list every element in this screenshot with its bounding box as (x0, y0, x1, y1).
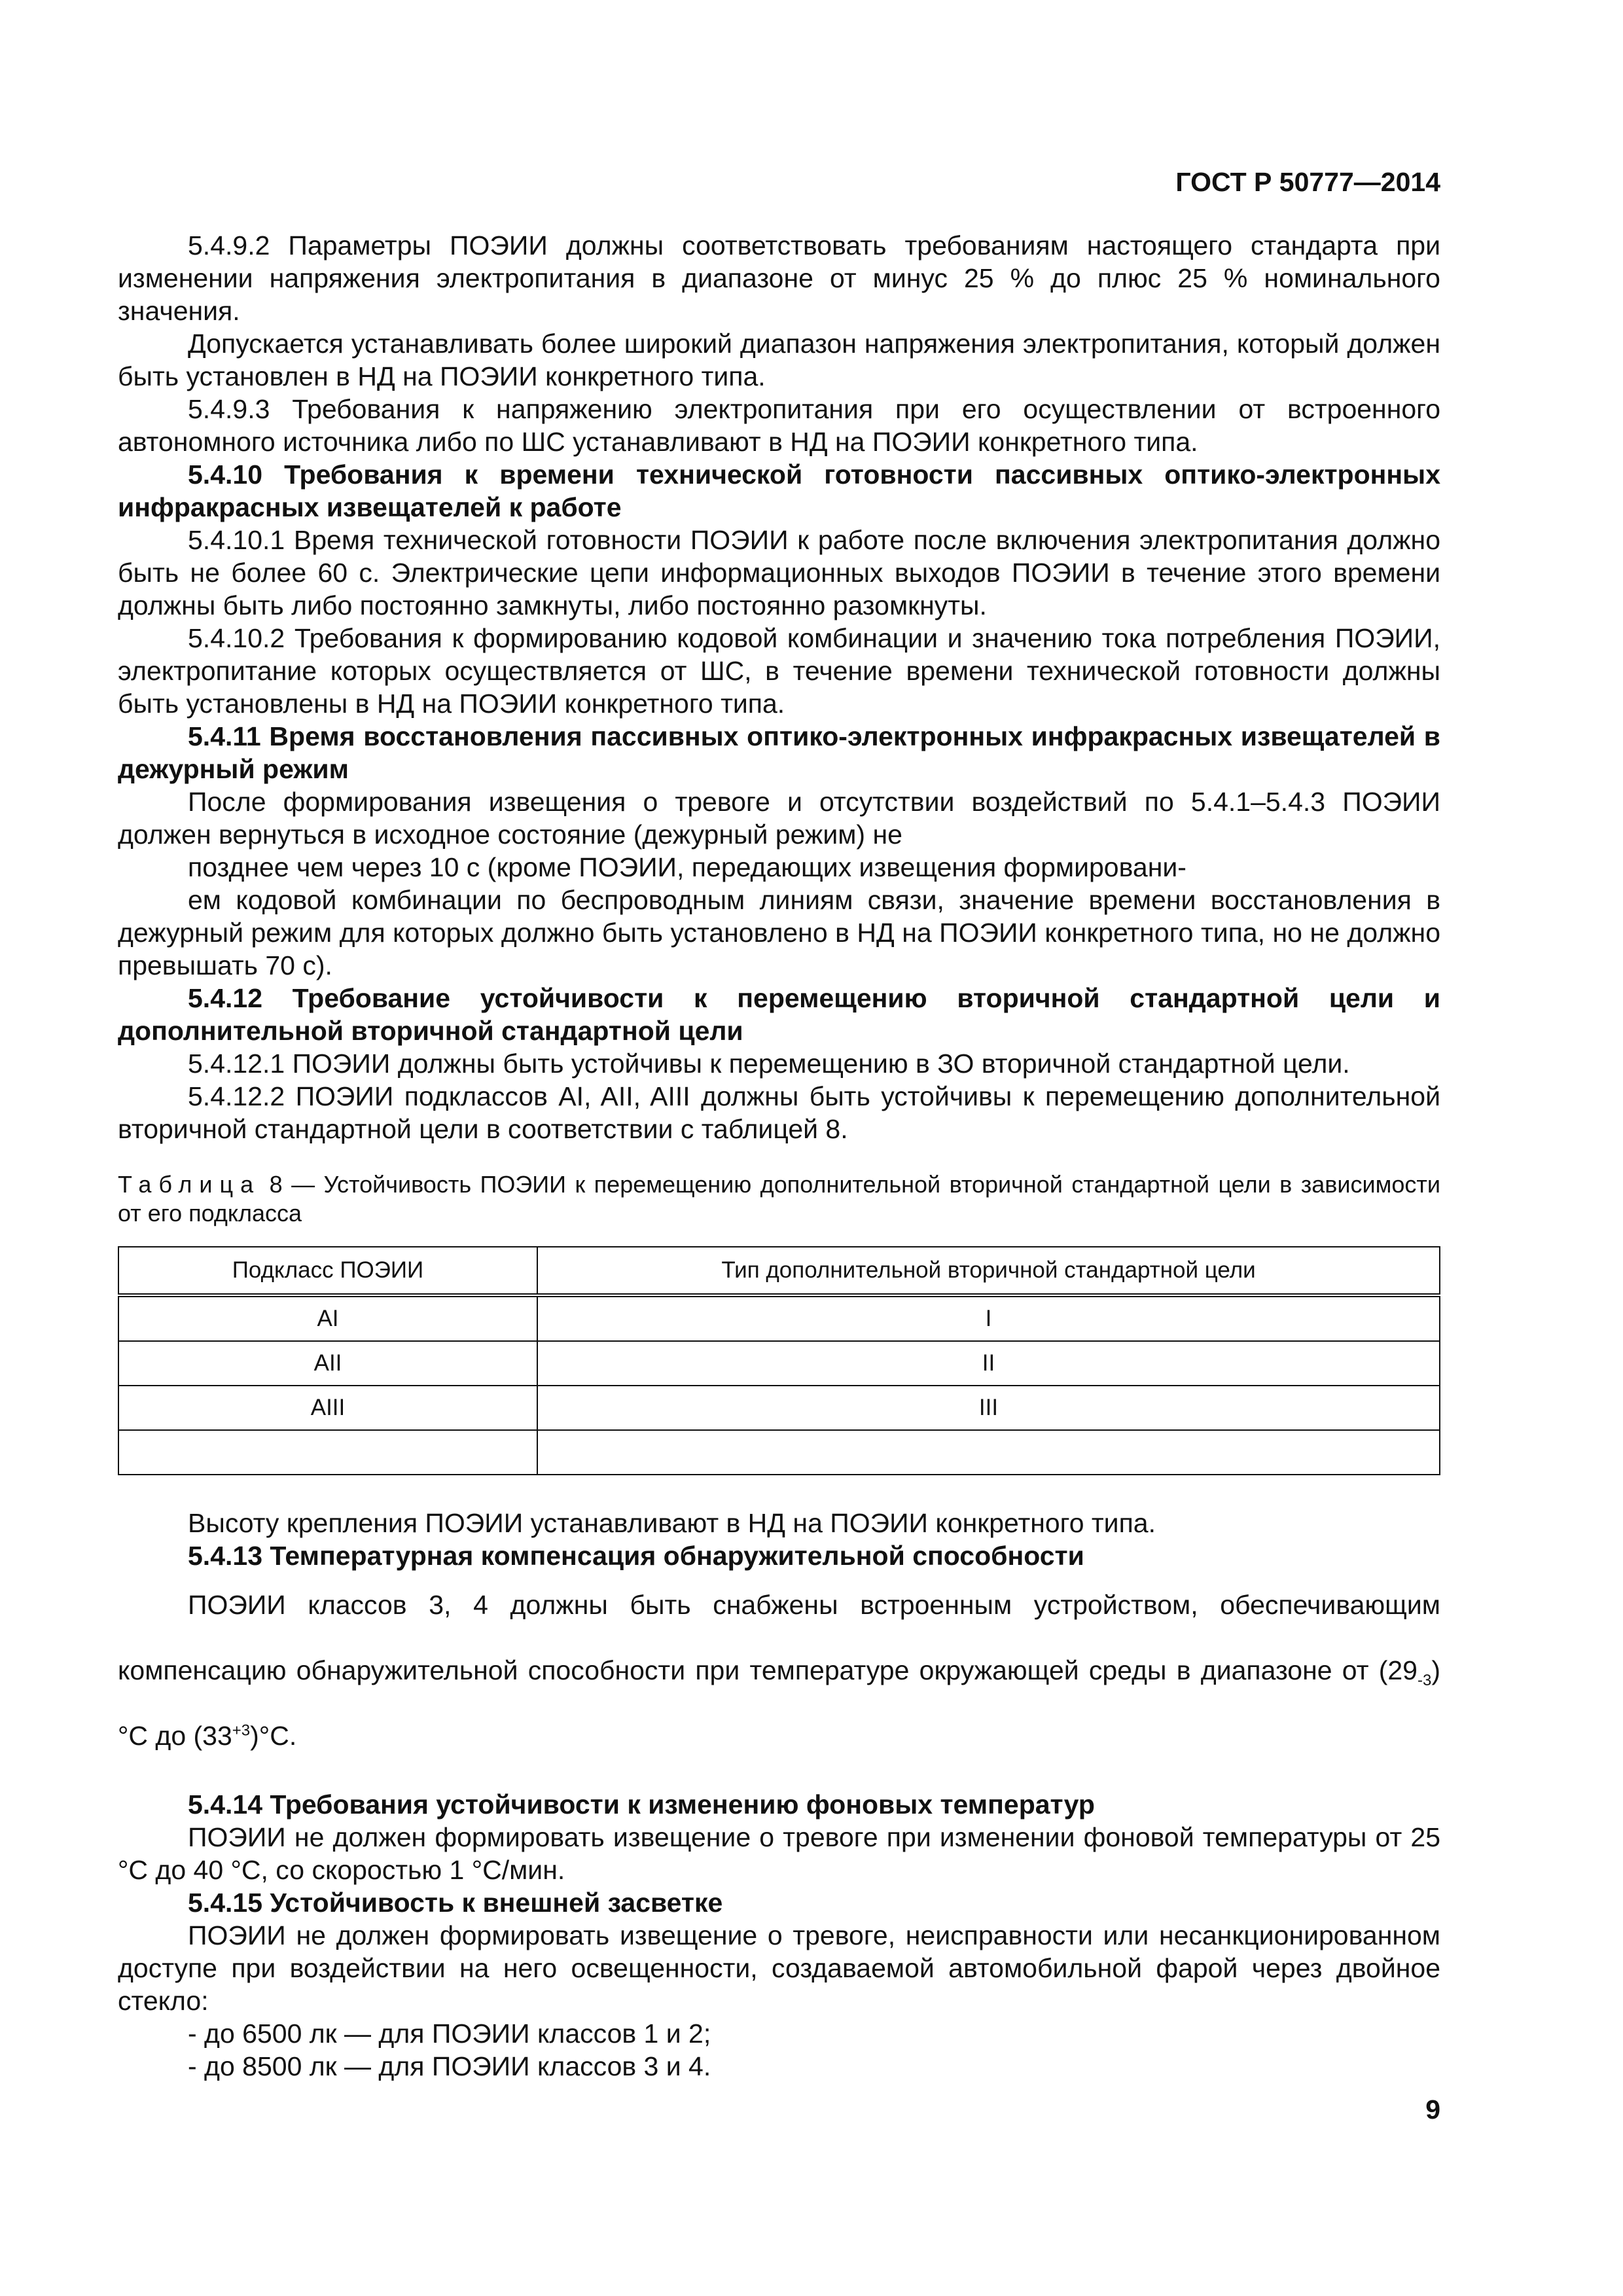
table-cell: AII (118, 1341, 537, 1386)
table-row (118, 1341, 1440, 1386)
table-header-cell: Подкласс ПОЭИИ (118, 1247, 537, 1295)
table-cell (537, 1430, 1440, 1475)
table-8 (118, 1246, 1440, 1475)
paragraph: ПОЭИИ не должен формировать извещение о тревоге при изменении фоновой температуры от 25 °С до 40 °С, со скоростью 1 °С/мин. (118, 1822, 1440, 1885)
subscript: -3 (1418, 1672, 1432, 1690)
table-header-cell: Тип дополнительной вторичной стандартной цели (537, 1247, 1440, 1295)
paragraph: Допускается устанавливать более широкий диапазон напряжения электропитания, который должен быть установлен в НД на ПОЭИИ конкретного типа. (118, 329, 1440, 391)
section-heading: 5.4.12 Требование устойчивости к перемещению вторичной стандартной цели и дополнительной вторичной стандартной цели (118, 983, 1440, 1046)
section-heading: 5.4.15 Устойчивость к внешней засветке (188, 1888, 723, 1918)
paragraph: ПОЭИИ не должен формировать извещение о тревоге, неисправности или несанкционированном доступе при воздействии на него освещенности, создаваемой автомобильной фарой через двойное стекло: (118, 1920, 1440, 2016)
table-header-row (118, 1247, 1440, 1295)
list-item: - до 6500 лк — для ПОЭИИ классов 1 и 2; (188, 2018, 711, 2049)
table-caption-text: — Устойчивость ПОЭИИ к перемещению дополнительной вторичной стандартной цели в зависимости от его подкласса (118, 1171, 1440, 1227)
table-row (118, 1430, 1440, 1475)
superscript: +3 (232, 1721, 251, 1740)
table-caption-number: 8 (269, 1171, 283, 1198)
paragraph: Высоту крепления ПОЭИИ устанавливают в НД на ПОЭИИ конкретного типа. (188, 1508, 1156, 1538)
table-cell: AI (118, 1295, 537, 1341)
paragraph: ем кодовой комбинации по беспроводным линиям связи, значение времени восстановления в дежурный режим для которых должно быть установлено в НД на ПОЭИИ конкретного типа, но не должно превышать 70 с). (118, 885, 1440, 980)
table-cell: II (537, 1341, 1440, 1386)
paragraph: После формирования извещения о тревоге и отсутствии воздействий по 5.4.1–5.4.3 ПОЭИИ должен вернуться в исходное состояние (дежурный режим) не (118, 787, 1440, 850)
paragraph: 5.4.12.1 ПОЭИИ должны быть устойчивы к перемещению в ЗО вторичной стандартной цели. (188, 1049, 1350, 1079)
text-run: )°С до (33 (118, 1655, 1440, 1751)
table-row (118, 1295, 1440, 1341)
paragraph: 5.4.9.3 Требования к напряжению электропитания при его осуществлении от встроенного автономного источника либо по ШС устанавливают в НД на ПОЭИИ конкретного типа. (118, 394, 1440, 457)
paragraph: 5.4.10.2 Требования к формированию кодовой комбинации и значению тока потребления ПОЭИИ, электропитание которых осуществляется от ШС, в течение времени технической готовности должны быть установлены в НД на ПОЭИИ конкретного типа. (118, 623, 1440, 719)
table-cell (118, 1430, 537, 1475)
document-id: ГОСТ Р 50777—2014 (1175, 167, 1440, 197)
table-cell: I (537, 1295, 1440, 1341)
section-heading: 5.4.11 Время восстановления пассивных оптико-электронных инфракрасных извещателей в дежурный режим (118, 721, 1440, 784)
table-caption-label: Таблица (118, 1171, 261, 1198)
section-heading: 5.4.13 Температурная компенсация обнаружительной способности (188, 1541, 1084, 1571)
table-cell: III (537, 1386, 1440, 1430)
table-cell: AIII (118, 1386, 537, 1430)
table-row (118, 1386, 1440, 1430)
section-heading: 5.4.14 Требования устойчивости к изменению фоновых температур (188, 1789, 1095, 1820)
text-run: ПОЭИИ классов 3, 4 должны быть снабжены встроенным устройством, обеспечивающим компенсацию обнаружительной способности при температуре окружающей среды в диапазоне от (29 (118, 1590, 1440, 1685)
section-heading: 5.4.10 Требования к времени технической готовности пассивных оптико-электронных инфракрасных извещателей к работе (118, 459, 1440, 522)
paragraph: позднее чем через 10 с (кроме ПОЭИИ, передающих извещения формировани- (188, 852, 1186, 882)
page-number: 9 (1425, 2094, 1440, 2125)
text-run: )°С. (250, 1721, 297, 1751)
list-item: - до 8500 лк — для ПОЭИИ классов 3 и 4. (188, 2051, 711, 2081)
paragraph: 5.4.12.2 ПОЭИИ подклассов AI, AII, AIII должны быть устойчивы к перемещению дополнительной вторичной стандартной цели в соответствии с таблицей 8. (118, 1081, 1440, 1144)
document-body (118, 229, 1440, 2083)
table-caption (118, 1170, 1440, 1228)
paragraph: 5.4.9.2 Параметры ПОЭИИ должны соответствовать требованиям настоящего стандарта при изменении напряжения электропитания в диапазоне от минус 25 % до плюс 25 % номинального значения. (118, 230, 1440, 326)
paragraph (118, 1572, 1440, 1768)
paragraph: 5.4.10.1 Время технической готовности ПОЭИИ к работе после включения электропитания должно быть не более 60 с. Электрические цепи информационных выходов ПОЭИИ в течение этого времени должны быть либо постоянно замкнуты, либо постоянно разомкнуты. (118, 525, 1440, 620)
